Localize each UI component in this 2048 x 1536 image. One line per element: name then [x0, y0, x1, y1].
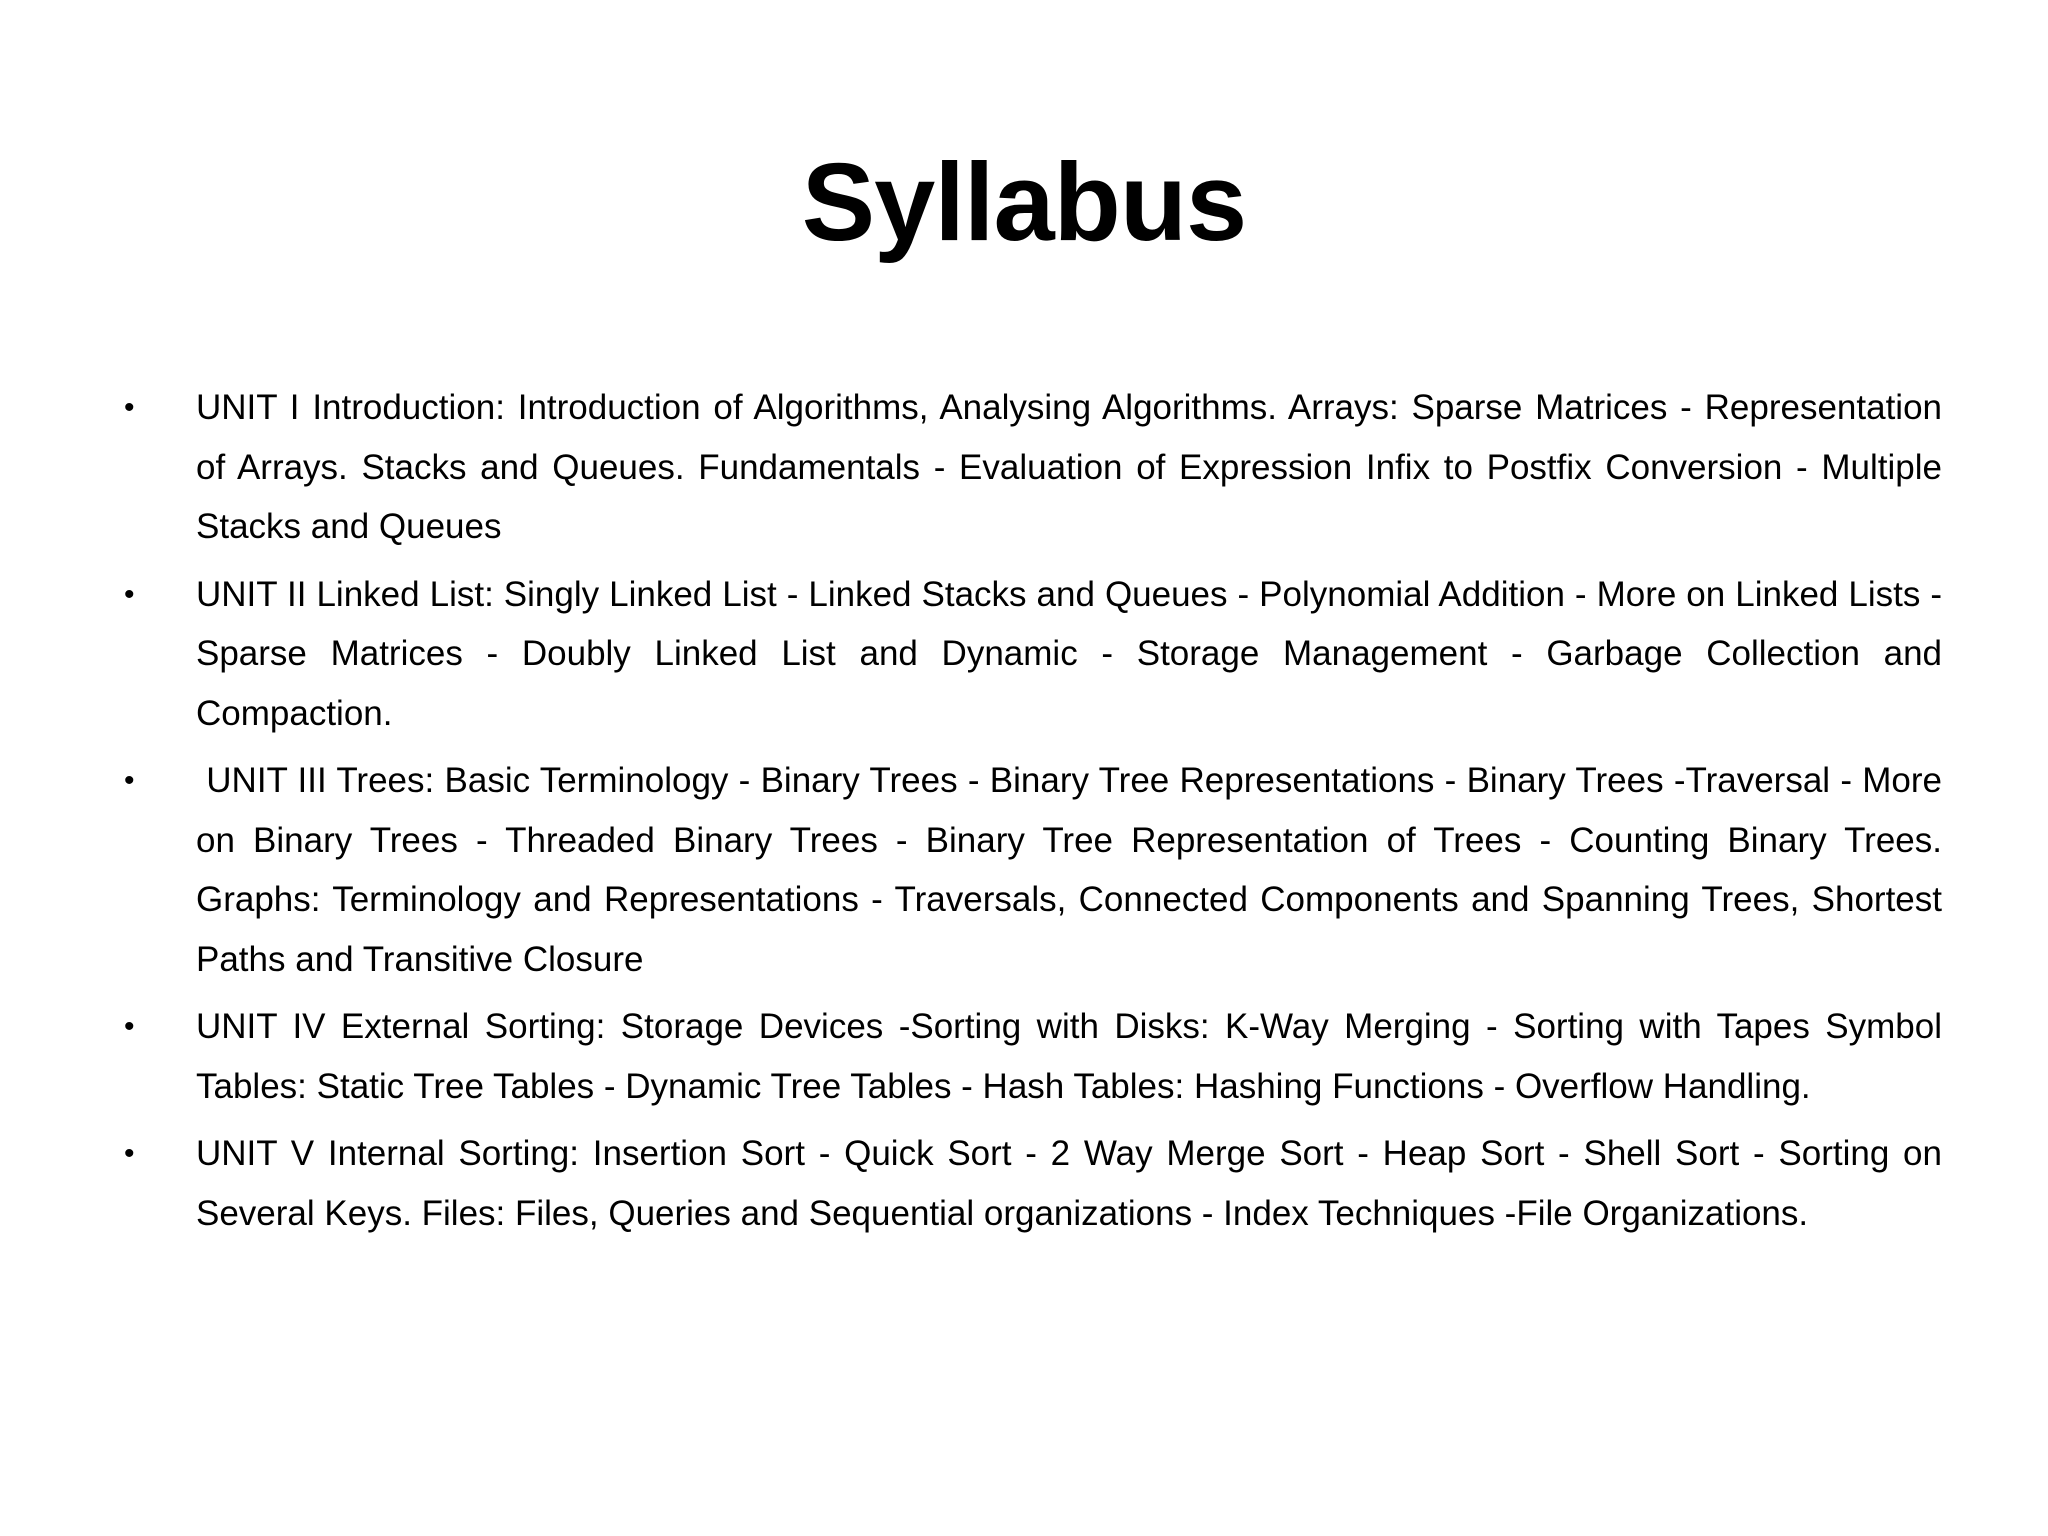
unit-text: UNIT I Introduction: Introduction of Algorithms, Analysing Algorithms. Arrays: Sparse Matrices - Representation of Arrays. Stacks and Queues. Fundamentals - Evaluation of Expression Infix to Postfix Conversion - Multiple Stacks and Queues: [196, 388, 1942, 546]
unit-text: UNIT II Linked List: Singly Linked List - Linked Stacks and Queues - Polynomial Addition - More on Linked Lists - Sparse Matrices - Doubly Linked List and Dynamic - Storage Management - Garbage Collection and Compaction.: [196, 574, 1942, 733]
syllabus-item-unit-1: [120, 378, 1942, 557]
syllabus-item-unit-4: [120, 997, 1942, 1116]
unit-text: UNIT IV External Sorting: Storage Devices -Sorting with Disks: K-Way Merging - Sorting with Tapes Symbol Tables: Static Tree Tables - Dynamic Tree Tables - Hash Tables: Hashing Functions - Overflow Handling.: [196, 1007, 1942, 1106]
bullet-icon: •: [124, 577, 135, 611]
bullet-icon: •: [124, 1010, 135, 1043]
syllabus-item-unit-2: [120, 565, 1942, 744]
unit-text: UNIT V Internal Sorting: Insertion Sort - Quick Sort - 2 Way Merge Sort - Heap Sort - Shell Sort - Sorting on Several Keys. Files: Files, Queries and Sequential organizations - Index Techniques -File Organizations.: [196, 1134, 1942, 1233]
bullet-icon: •: [124, 391, 135, 424]
bullet-icon: •: [124, 1137, 135, 1170]
unit-text: UNIT III Trees: Basic Terminology - Binary Trees - Binary Tree Representations - Binary Trees -Traversal - More on Binary Trees - Threaded Binary Trees - Binary Tree Representation of Trees - Counting Binary Trees. Graphs: Terminology and Representations - Traversals, Connected Components and Spanning Trees, Shortest Paths and Transitive Closure: [196, 761, 1952, 979]
syllabus-item-unit-5: [120, 1124, 1942, 1243]
bullet-icon: •: [124, 764, 135, 797]
syllabus-item-unit-3: [120, 751, 1952, 989]
syllabus-list: [120, 378, 1952, 1251]
slide-title: Syllabus: [801, 141, 1247, 264]
